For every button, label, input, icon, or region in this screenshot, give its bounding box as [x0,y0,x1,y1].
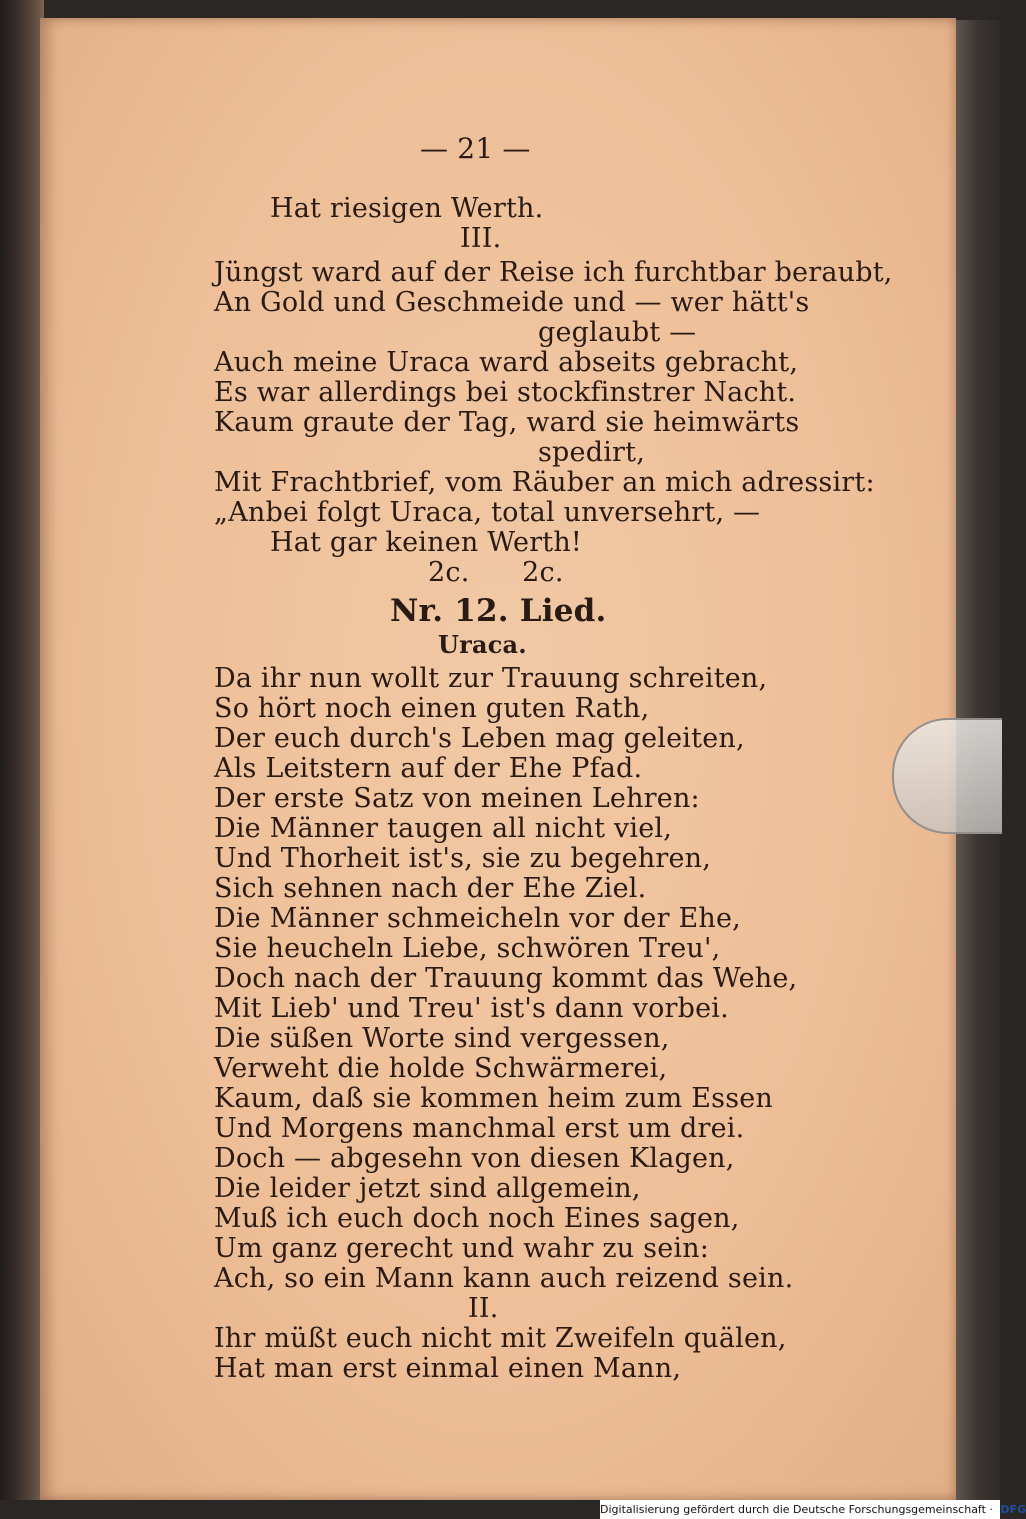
text-line: Und Thorheit ist's, sie zu begehren, [214,843,712,874]
text-line: „Anbei folgt Uraca, total unversehrt, — [214,497,761,528]
stanza-number: II. [468,1293,499,1324]
text-line: spedirt, [538,437,645,468]
text-line: Doch nach der Trauung kommt das Wehe, [214,963,798,994]
text-line: Die leider jetzt sind allgemein, [214,1173,641,1204]
footer-text: Digitalisierung gefördert durch die Deutsche Forschungsgemeinschaft · [600,1503,993,1516]
text-line: Doch — abgesehn von diesen Klagen, [214,1143,735,1174]
text-line: An Gold und Geschmeide und — wer hätt's [214,287,810,318]
text-line: Sich sehnen nach der Ehe Ziel. [214,873,647,904]
text-line: Hat riesigen Werth. [270,193,544,224]
text-line: Verweht die holde Schwärmerei, [214,1053,668,1084]
text-line: Und Morgens manchmal erst um drei. [214,1113,745,1144]
text-line: Mit Frachtbrief, vom Räuber an mich adressirt: [214,467,875,498]
digitization-footer [600,1500,1026,1519]
book-spine [0,0,44,1500]
text-line: Ihr müßt euch nicht mit Zweifeln quälen, [214,1323,787,1354]
song-heading: Nr. 12. Lied. [390,593,607,629]
text-line: Die Männer taugen all nicht viel, [214,813,673,844]
text-line: Der euch durch's Leben mag geleiten, [214,723,745,754]
text-line: Hat man erst einmal einen Mann, [214,1353,682,1384]
text-line: geglaubt — [538,317,697,348]
paper-clip [892,718,1002,834]
text-line: Der erste Satz von meinen Lehren: [214,783,700,814]
text-line: 2c. 2c. [428,557,564,588]
text-line: Ach, so ein Mann kann auch reizend sein. [214,1263,794,1294]
text-line: Jüngst ward auf der Reise ich furchtbar beraubt, [214,257,893,288]
dfg-logo-icon: DFG [1000,1503,1026,1516]
page-number: — 21 — [420,132,531,165]
text-line: So hört noch einen guten Rath, [214,693,650,724]
text-line: Kaum graute der Tag, ward sie heimwärts [214,407,800,438]
text-line: Hat gar keinen Werth! [270,527,582,558]
text-line: Die süßen Worte sind vergessen, [214,1023,670,1054]
text-line: Kaum, daß sie kommen heim zum Essen [214,1083,774,1114]
text-line: Es war allerdings bei stockfinstrer Nacht. [214,377,797,408]
page-text [40,18,956,1500]
book-page [40,18,956,1500]
text-line: Mit Lieb' und Treu' ist's dann vorbei. [214,993,729,1024]
text-line: Da ihr nun wollt zur Trauung schreiten, [214,663,768,694]
text-line: Um ganz gerecht und wahr zu sein: [214,1233,710,1264]
text-line: Sie heucheln Liebe, schwören Treu', [214,933,721,964]
text-line: Die Männer schmeicheln vor der Ehe, [214,903,741,934]
stanza-number: III. [460,223,502,254]
text-line: Auch meine Uraca ward abseits gebracht, [214,347,799,378]
speaker-name: Uraca. [438,630,527,659]
text-line: Muß ich euch doch noch Eines sagen, [214,1203,740,1234]
text-line: Als Leitstern auf der Ehe Pfad. [214,753,643,784]
